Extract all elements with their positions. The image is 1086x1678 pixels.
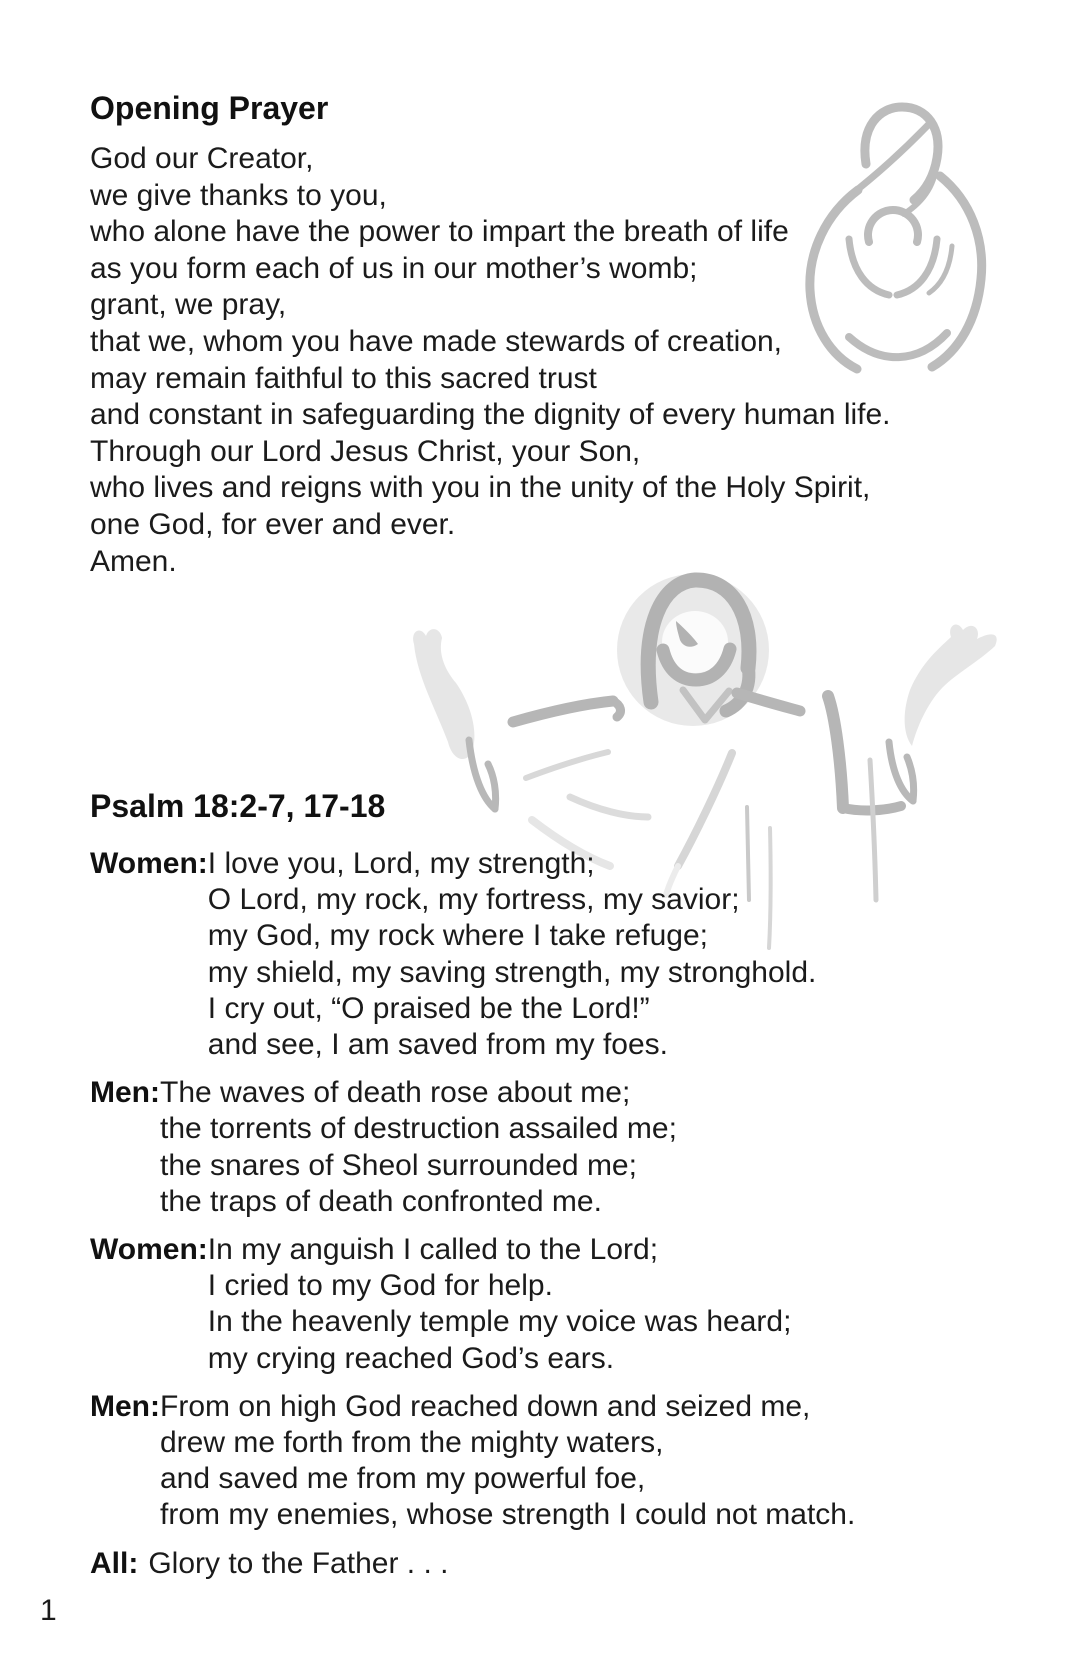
psalm-line: I cried to my God for help.: [207, 1269, 553, 1303]
prayer-line: may remain faithful to this sacred trust: [90, 361, 597, 395]
psalm-text: [90, 846, 855, 1594]
psalm-line: From on high God reached down and seized me,: [160, 1389, 811, 1423]
prayer-line: grant, we pray,: [90, 288, 287, 322]
psalm-stanza-all: [90, 1546, 855, 1582]
psalm-line: drew me forth from the mighty waters,: [160, 1426, 664, 1460]
page-number: 1: [40, 1594, 57, 1627]
speaker-label: Men:: [90, 1076, 160, 1110]
psalm-line: The waves of death rose about me;: [160, 1076, 631, 1110]
prayer-line: Amen.: [90, 544, 177, 578]
psalm-stanza-men-2: [90, 1389, 855, 1534]
speaker-label: Women:: [90, 847, 208, 880]
speaker-label: Women:: [90, 1233, 208, 1267]
psalm-line: my God, my rock where I take refuge;: [207, 919, 708, 953]
psalm-heading: Psalm 18:2-7, 17-18: [90, 788, 386, 824]
psalm-line: my shield, my saving strength, my stronghold.: [207, 955, 817, 989]
prayer-line: God our Creator,: [90, 142, 314, 175]
prayer-line: we give thanks to you,: [90, 178, 387, 212]
speaker-label: Men:: [90, 1389, 160, 1423]
psalm-line: my crying reached God’s ears.: [207, 1341, 615, 1375]
psalm-line: I cry out, “O praised be the Lord!”: [207, 991, 650, 1025]
prayer-line: that we, whom you have made stewards of creation,: [90, 324, 783, 358]
psalm-stanza-women-1: [90, 846, 855, 1063]
prayer-line: as you form each of us in our mother’s womb;: [90, 251, 698, 285]
prayer-line: who alone have the power to impart the breath of life: [90, 215, 789, 249]
psalm-line: and saved me from my powerful foe,: [160, 1462, 646, 1496]
psalm-line: the traps of death confronted me.: [160, 1184, 602, 1218]
prayer-line: who lives and reigns with you in the unity of the Holy Spirit,: [90, 471, 871, 505]
psalm-line: the snares of Sheol surrounded me;: [160, 1148, 637, 1182]
psalm-line: the torrents of destruction assailed me;: [160, 1112, 677, 1146]
prayer-line: Through our Lord Jesus Christ, your Son,: [90, 434, 641, 468]
speaker-label: All:: [90, 1546, 139, 1580]
psalm-stanza-women-2: [90, 1232, 855, 1377]
opening-prayer-text: [90, 141, 891, 580]
prayer-line: and constant in safeguarding the dignity of every human life.: [90, 398, 891, 432]
psalm-stanza-men-1: [90, 1075, 855, 1220]
psalm-line: In the heavenly temple my voice was heard;: [207, 1305, 792, 1339]
psalm-line: In my anguish I called to the Lord;: [207, 1233, 659, 1267]
psalm-line: and see, I am saved from my foes.: [207, 1028, 668, 1062]
opening-prayer-heading: Opening Prayer: [90, 90, 329, 126]
psalm-line: I love you, Lord, my strength;: [207, 847, 595, 880]
psalm-line: from my enemies, whose strength I could not match.: [160, 1498, 856, 1532]
prayer-line: one God, for ever and ever.: [90, 507, 456, 541]
psalm-line: Glory to the Father . . .: [148, 1546, 449, 1580]
psalm-line: O Lord, my rock, my fortress, my savior;: [207, 883, 740, 917]
